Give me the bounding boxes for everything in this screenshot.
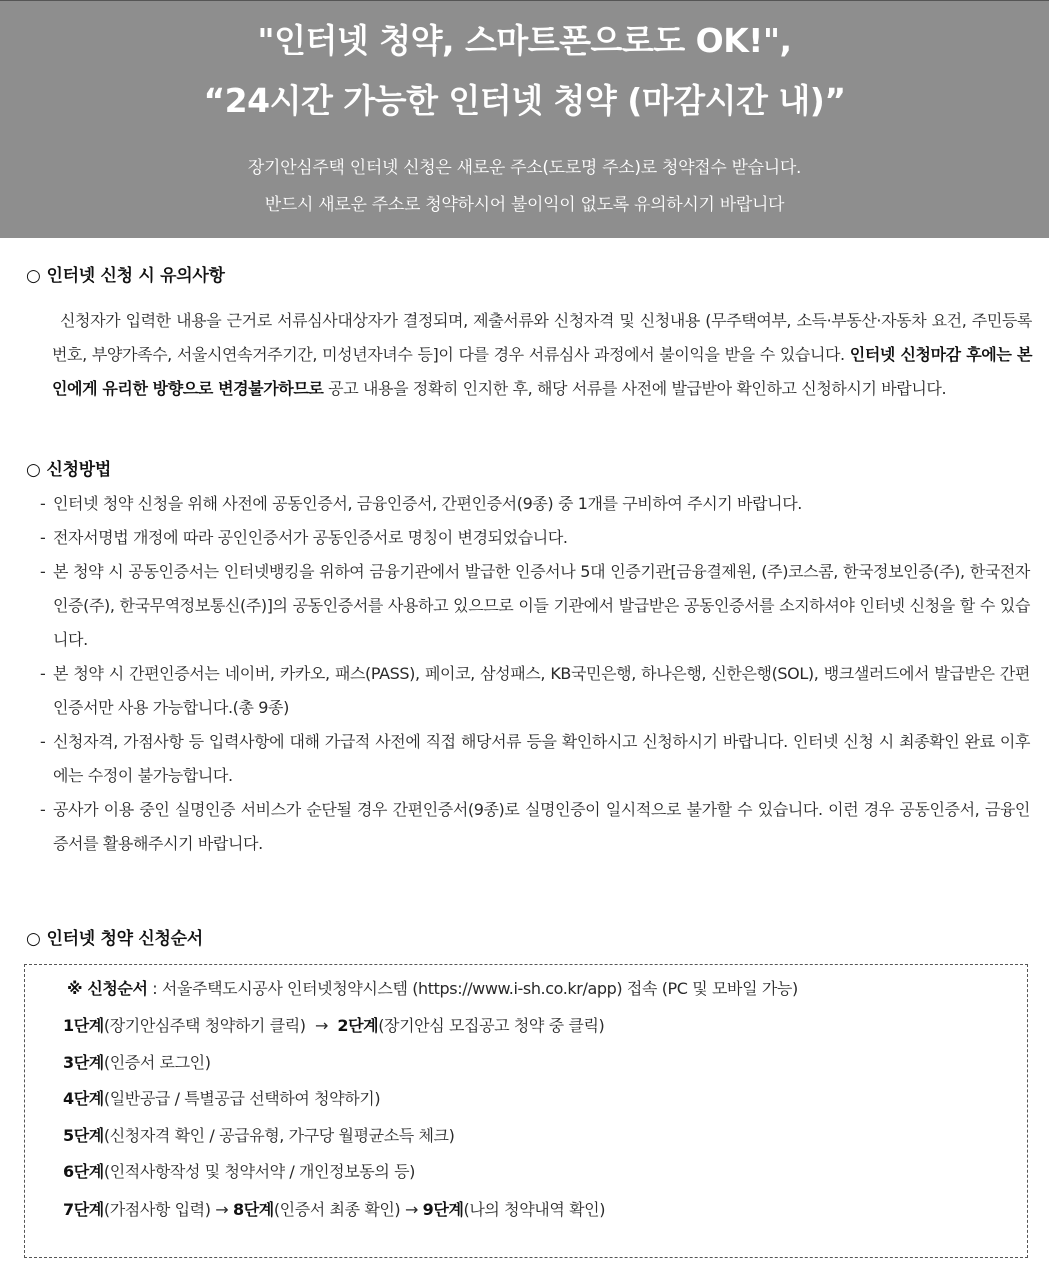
step-text: (신청자격 확인 / 공급유형, 가구당 월평균소득 체크)	[103, 1126, 455, 1145]
steps-intro-text: : 서울주택도시공사 인터넷청약시스템 (https://www.i-sh.co.kr/app) 접속 (PC 및 모바일 가능)	[147, 979, 798, 998]
step-label: 1단계	[63, 1016, 104, 1035]
dash-bullet: -	[40, 494, 46, 513]
notice-text-emphasis: 인터넷 신청마감 후에는 본인에게 유리한 방향으로 변경불가하므로	[52, 345, 1032, 398]
section-heading-text: 인터넷 청약 신청순서	[46, 929, 203, 949]
step-label: 9단계	[422, 1200, 464, 1219]
step-line-4	[63, 1087, 380, 1111]
step-line-7	[63, 1198, 605, 1222]
method-item-text: 신청자격, 가점사항 등 입력사항에 대해 가급적 사전에 직접 해당서류 등을 확인하시고 신청하시기 바랍니다. 인터넷 신청 시 최종확인 완료 이후에는 수정이 불가능합니다.	[53, 732, 1030, 785]
step-text: (인적사항작성 및 청약서약 / 개인정보동의 등)	[103, 1162, 415, 1181]
step-text: (인증서 최종 확인)	[273, 1200, 401, 1219]
method-list	[40, 487, 1030, 861]
method-item-text: 전자서명법 개정에 따라 공인인증서가 공동인증서로 명칭이 변경되었습니다.	[53, 528, 568, 547]
section-heading-order	[26, 927, 203, 951]
steps-intro-label: ※ 신청순서	[67, 979, 148, 998]
step-label: 8단계	[232, 1200, 274, 1219]
step-text: (일반공급 / 특별공급 선택하여 청약하기)	[103, 1089, 381, 1108]
method-list-item	[40, 657, 1030, 725]
banner-title-line-2: “24시간 가능한 인터넷 청약 (마감시간 내)”	[203, 81, 846, 120]
method-item-text: 본 청약 시 간편인증서는 네이버, 카카오, 패스(PASS), 페이코, 삼성패스, KB국민은행, 하나은행, 신한은행(SOL), 뱅크샐러드에서 발급받은 간편인증서만 사용 가능합니다.(총 9종)	[53, 664, 1030, 717]
method-item-text: 본 청약 시 공동인증서는 인터넷뱅킹을 위하여 금융기관에서 발급한 인증서나 5대 인증기관[금융결제원, (주)코스콤, 한국정보인증(주), 한국전자인증(주), 한국무역정보통신(주)]의 공동인증서를 사용하고 있으므로 이들 기관에서 발급받은 공동인증서를 소지하셔야 인터넷 신청을 할 수 있습니다.	[53, 562, 1030, 649]
method-list-item	[40, 487, 1030, 521]
step-label: 5단계	[63, 1126, 104, 1145]
step-text: (장기안심주택 청약하기 클릭)	[103, 1016, 306, 1035]
step-text: (인증서 로그인)	[103, 1053, 211, 1072]
arrow-icon: →	[314, 1016, 328, 1035]
application-steps-box	[24, 964, 1028, 1258]
notice-text: 신청자가 입력한 내용을 근거로 서류심사대상자가 결정되며, 제출서류와 신청자격 및 신청내용 (무주택여부, 소득·부동산·자동차 요건, 주민등록번호, 부양가족수, 서울시연속거주기간, 미성년자녀수 등]이 다를 경우 서류심사 과정에서 불이익을 받을 수 있습니다.	[52, 311, 1032, 364]
notice-text-tail: 공고 내용을 정확히 인지한 후, 해당 서류를 사전에 발급받아 확인하고 신청하시기 바랍니다.	[323, 379, 947, 398]
step-line-1	[63, 1014, 604, 1038]
steps-intro	[67, 977, 798, 1001]
banner-subtitle-line-1: 장기안심주택 인터넷 신청은 새로운 주소(도로명 주소)로 청약접수 받습니다.	[247, 158, 802, 178]
step-label: 2단계	[337, 1016, 379, 1035]
method-item-text: 인터넷 청약 신청을 위해 사전에 공동인증서, 금융인증서, 간편인증서(9종) 중 1개를 구비하여 주시기 바랍니다.	[53, 494, 802, 513]
section-heading-text: 인터넷 신청 시 유의사항	[46, 266, 225, 286]
header-banner	[0, 1, 1049, 238]
section-heading-text: 신청방법	[46, 460, 112, 480]
dash-bullet: -	[40, 800, 46, 819]
circle-bullet-icon: ○	[26, 266, 41, 286]
method-list-item	[40, 725, 1030, 793]
dash-bullet: -	[40, 732, 46, 751]
banner-title-line-1: "인터넷 청약, 스마트폰으로도 OK!",	[257, 21, 792, 60]
dash-bullet: -	[40, 664, 46, 683]
step-label: 6단계	[63, 1162, 104, 1181]
step-line-6	[63, 1160, 415, 1184]
section-heading-method	[26, 458, 111, 482]
notice-paragraph	[52, 304, 1032, 406]
method-list-item	[40, 521, 1030, 555]
circle-bullet-icon: ○	[26, 929, 41, 949]
step-text: (나의 청약내역 확인)	[463, 1200, 606, 1219]
step-text: (장기안심 모집공고 청약 중 클릭)	[378, 1016, 605, 1035]
dash-bullet: -	[40, 528, 46, 547]
arrow-icon: →	[215, 1200, 229, 1219]
arrow-icon: →	[404, 1200, 418, 1219]
section-heading-notice	[26, 264, 225, 288]
method-list-item	[40, 793, 1030, 861]
step-line-3	[63, 1051, 211, 1075]
banner-subtitle-line-2: 반드시 새로운 주소로 청약하시어 불이익이 없도록 유의하시기 바랍니다	[264, 195, 785, 215]
step-line-5	[63, 1124, 454, 1148]
dash-bullet: -	[40, 562, 46, 581]
step-text: (가점사항 입력)	[103, 1200, 211, 1219]
circle-bullet-icon: ○	[26, 460, 41, 480]
step-label: 4단계	[63, 1089, 104, 1108]
step-label: 3단계	[63, 1053, 104, 1072]
method-list-item	[40, 555, 1030, 657]
step-label: 7단계	[63, 1200, 104, 1219]
method-item-text: 공사가 이용 중인 실명인증 서비스가 순단될 경우 간편인증서(9종)로 실명인증이 일시적으로 불가할 수 있습니다. 이런 경우 공동인증서, 금융인증서를 활용해주시기 바랍니다.	[53, 800, 1030, 853]
